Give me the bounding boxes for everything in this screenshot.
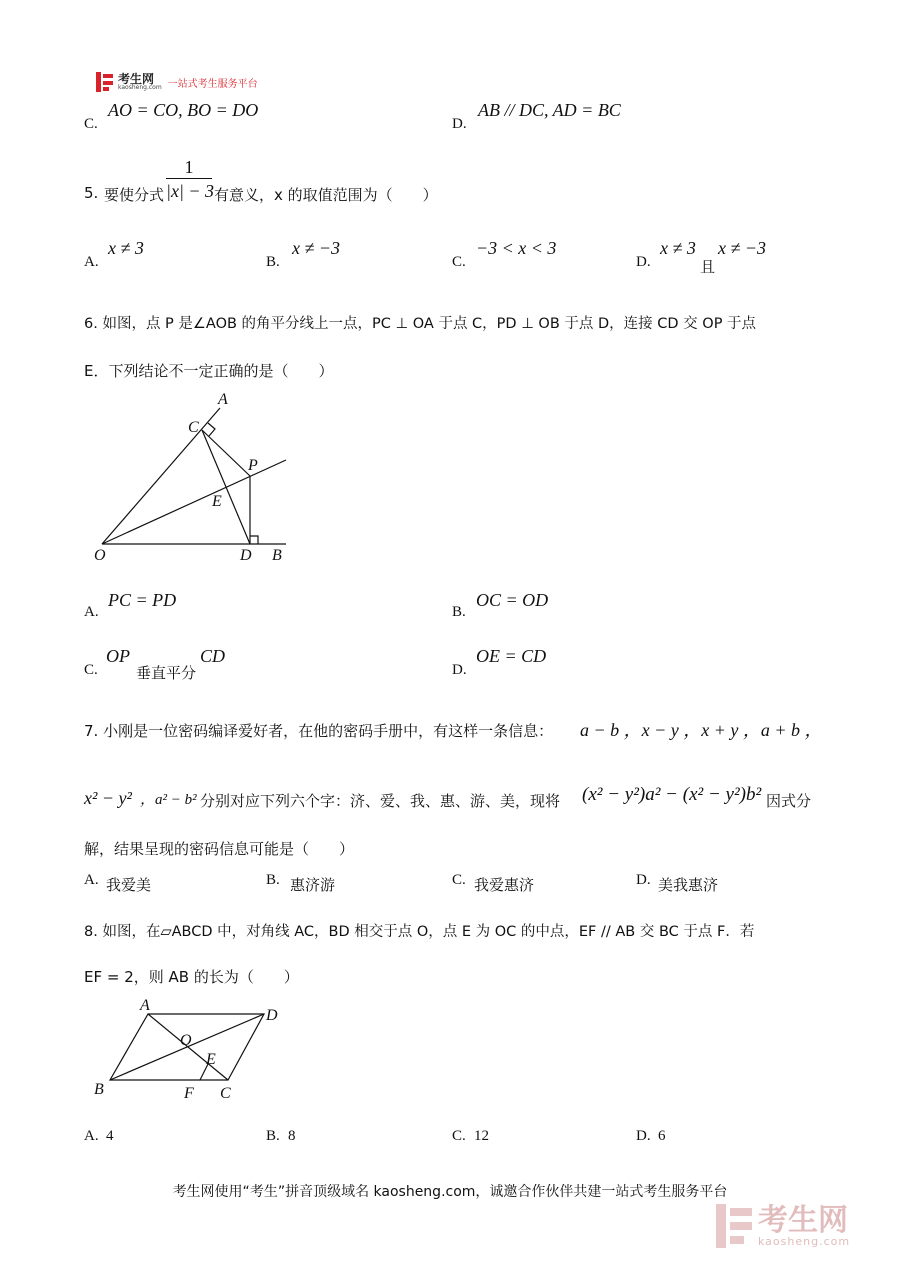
q6-option-c-mid: 垂直平分 [136, 664, 197, 682]
q8-label-a: A [140, 997, 150, 1014]
q8-label-c: C [220, 1085, 231, 1102]
q8-label-f: F [184, 1085, 194, 1102]
q5-option-d-expr2: x ≠ −3 [718, 238, 767, 258]
watermark-sub: kaosheng.com [758, 1234, 851, 1248]
q7-line2-tail: 因式分 [766, 792, 812, 810]
q8-label-o: O [180, 1032, 192, 1049]
q6-right-angle-c [208, 423, 215, 436]
q8-option-a-text: 4 [106, 1128, 114, 1144]
q8-line1: 8. 如图，在▱ABCD 中，对角线 AC，BD 相交于点 O，点 E 为 OC 的中点，EF // AB 交 BC 于点 F．若 [84, 924, 755, 940]
q7-option-b-label: B. [266, 872, 280, 888]
q5-option-a-label: A. [84, 254, 99, 270]
q5-option-b-label: B. [266, 254, 280, 270]
q5-fraction-numerator: 1 [166, 156, 212, 179]
q8-label-b: B [94, 1081, 104, 1098]
q8-option-c-label: C. [452, 1128, 466, 1144]
q7-option-c-text: 我爱惠济 [474, 876, 535, 894]
q6-figure [90, 388, 300, 568]
q6-label-a: A [218, 391, 228, 408]
watermark [716, 1204, 850, 1248]
q6-ray-oa [102, 408, 220, 544]
logo-sub: kaosheng.com [118, 84, 162, 91]
q8-option-b-text: 8 [288, 1128, 296, 1144]
q8-figure [90, 996, 290, 1106]
q7-line3: 解，结果呈现的密码信息可能是（ ） [84, 840, 355, 858]
q5-option-b-expr: x ≠ −3 [292, 238, 341, 258]
q8-label-e: E [206, 1051, 216, 1068]
q6-line1: 6. 如图，点 P 是∠AOB 的角平分线上一点，PC ⊥ OA 于点 C，PD ⊥ OB 于点 D，连接 CD 交 OP 于点 [84, 316, 757, 332]
q5-fraction-denominator: |x| − 3 [166, 181, 215, 201]
q8-line2: EF = 2，则 AB 的长为（ ） [84, 968, 299, 986]
q6-segment-cd [202, 430, 250, 544]
logo-text: 考生网 [118, 72, 155, 86]
q5-option-a-expr: x ≠ 3 [108, 238, 144, 258]
q5-option-d-mid: 且 [700, 258, 716, 276]
q6-label-p: P [248, 457, 258, 474]
q5-number: 5. [84, 184, 99, 202]
q4-option-d-label: D. [452, 116, 467, 132]
header-slogan: 一站式考生服务平台 [167, 78, 258, 90]
q6-label-e: E [212, 493, 222, 510]
q5-option-c-expr: −3 < x < 3 [476, 238, 557, 258]
q6-option-d-expr: OE = CD [476, 646, 547, 666]
q7-line2-math2: ，a² − b² [140, 792, 197, 808]
page-footer: 考生网使用“考生”拼音顶级域名 kaosheng.com，诚邀合作伙伴共建一站式考生服务平台 [172, 1184, 728, 1200]
q7-option-b-text: 惠济游 [290, 876, 336, 894]
q5-option-d-label: D. [636, 254, 651, 270]
q4-option-c-expr: AO = CO, BO = DO [108, 100, 259, 120]
q7-option-a-label: A. [84, 872, 99, 888]
q6-bisector-op [102, 460, 286, 544]
q7-line1: 7. 小刚是一位密码编译爱好者，在他的密码手册中，有这样一条信息： [84, 722, 554, 740]
q6-segment-pc [202, 430, 250, 476]
q5-option-d-expr1: x ≠ 3 [660, 238, 696, 258]
watermark-logo-icon [716, 1204, 752, 1248]
q7-option-c-label: C. [452, 872, 466, 888]
q7-line2-math1: x² − y² [84, 788, 132, 808]
q6-option-a-expr: PC = PD [108, 590, 177, 610]
q6-option-c-label: C. [84, 662, 98, 678]
q7-line1-math: a − b ，x − y ，x + y ，a + b ， [580, 720, 823, 740]
q5-pre: 要使分式 [104, 186, 165, 204]
q6-line2: E．下列结论不一定正确的是（ ） [84, 362, 334, 380]
q6-right-angle-d [250, 536, 258, 544]
logo-icon [96, 72, 114, 92]
q6-option-c-expr1: OP [106, 646, 130, 666]
q6-option-c-expr2: CD [200, 646, 226, 666]
q8-option-b-label: B. [266, 1128, 280, 1144]
q8-option-d-label: D. [636, 1128, 651, 1144]
q6-label-b: B [272, 547, 282, 564]
watermark-text: 考生网 [758, 1202, 848, 1238]
q6-option-a-label: A. [84, 604, 99, 620]
q7-option-d-label: D. [636, 872, 651, 888]
q6-label-c: C [188, 419, 199, 436]
q7-line2-math3: (x² − y²)a² − (x² − y²)b² [582, 784, 762, 805]
q7-option-a-text: 我爱美 [106, 876, 152, 894]
q6-label-d: D [240, 547, 252, 564]
q7-line2-text: 分别对应下列六个字：济、爱、我、惠、游、美，现将 [200, 792, 561, 810]
q8-label-d: D [266, 1007, 278, 1024]
q5-post: 有意义，x 的取值范围为（ ） [214, 186, 438, 204]
q8-option-a-label: A. [84, 1128, 99, 1144]
q8-option-c-text: 12 [474, 1128, 489, 1144]
q6-option-b-label: B. [452, 604, 466, 620]
q6-option-b-expr: OC = OD [476, 590, 549, 610]
q6-option-d-label: D. [452, 662, 467, 678]
q4-option-c-label: C. [84, 116, 98, 132]
q7-option-d-text: 美我惠济 [658, 876, 719, 894]
q8-option-d-text: 6 [658, 1128, 666, 1144]
header-logo [96, 72, 258, 92]
q5-fraction [166, 156, 215, 203]
q4-option-d-expr: AB // DC, AD = BC [478, 100, 621, 120]
q5-option-c-label: C. [452, 254, 466, 270]
q6-label-o: O [94, 547, 106, 564]
